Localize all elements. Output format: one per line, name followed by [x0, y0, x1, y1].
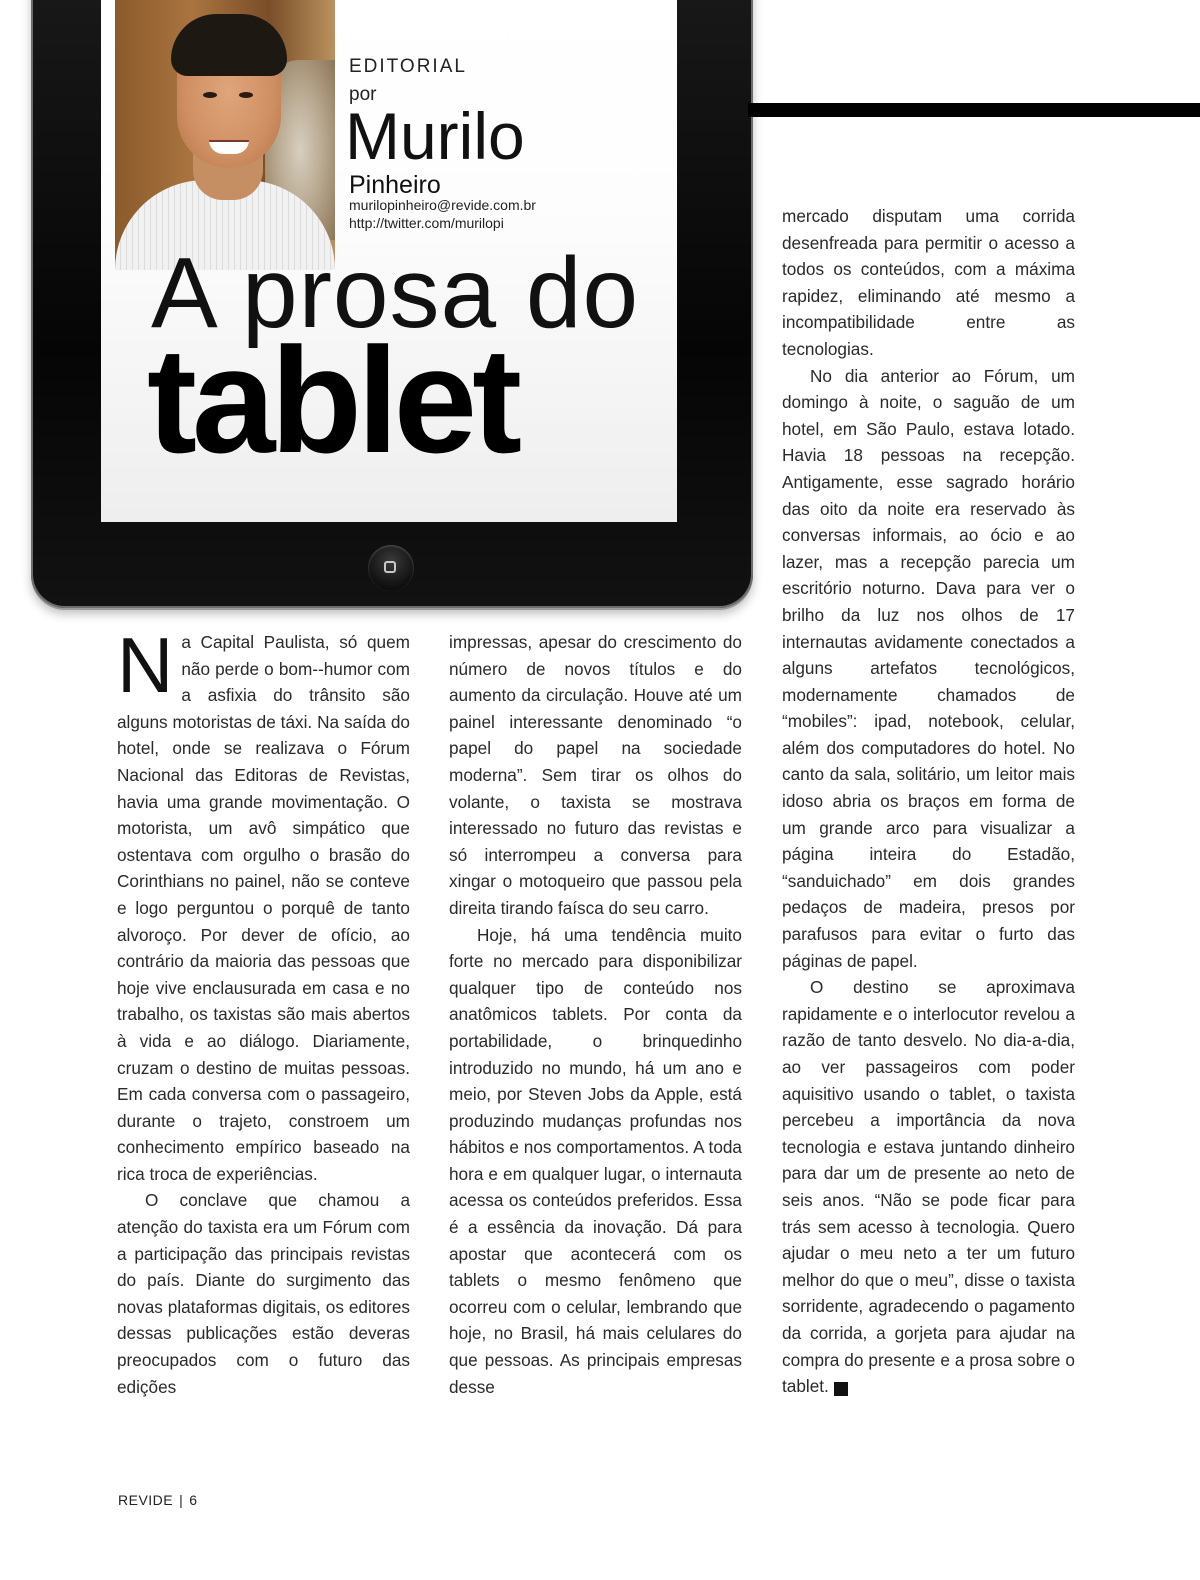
home-button-icon — [368, 545, 414, 591]
tablet-screen — [101, 0, 677, 522]
article-title-line2: tablet — [147, 316, 518, 484]
author-last-name: Pinheiro — [349, 171, 441, 199]
footer-separator: | — [179, 1492, 184, 1508]
paragraph: impressas, apesar do crescimento do número de novos títulos e do aumento da circulação. Houve até um painel interessante denominado “o papel do papel na sociedade moderna”. Sem tirar os olhos do volante, o taxista se mostrava interessado no futuro das revistas e só interrompeu a conversa para xingar o motoqueiro que passou pela direita tirando faísca do seu carro. — [449, 632, 742, 918]
author-twitter-link[interactable]: http://twitter.com/murilopi — [349, 215, 504, 231]
article-column-1 — [117, 621, 410, 1400]
paragraph: O conclave que chamou a atenção do taxista era um Fórum com a participação das principais revistas do país. Diante do surgimento das novas plataformas digitais, os editores dessas publicações estão deveras preocupados com o futuro das edições — [117, 1190, 410, 1397]
author-email-link[interactable]: murilopinheiro@revide.com.br — [349, 197, 536, 213]
paragraph: Na Capital Paulista, só quem não perde o bom--humor com a asfixia do trânsito são alguns motoristas de táxi. Na saída do hotel, onde se realizava o Fórum Nacional das Editoras de Revistas, havia uma grande movimentação. O motorista, um avô simpático que ostentava com orgulho o brasão do Corinthians no painel, não se conteve e logo perguntou o porquê de tanto alvoroço. Por dever de ofício, ao contrário da maioria das pessoas que hoje vive enclausurada em casa e no trabalho, os taxistas são mais abertos à vida e ao diálogo. Diariamente, cruzam o destino de muitas pessoas. Em cada conversa com o passageiro, durante o trajeto, constroem um conhecimento empírico baseado na rica troca de experiências. — [117, 621, 410, 1184]
header-rule — [748, 103, 1200, 117]
page-footer — [118, 1492, 198, 1508]
magazine-name: REVIDE — [118, 1492, 174, 1508]
author-first-name: Murilo — [345, 99, 525, 173]
end-mark-icon: r — [834, 1382, 848, 1396]
article-column-2 — [449, 629, 742, 1400]
author-photo — [115, 0, 335, 270]
article-title-line1: A prosa do — [151, 237, 640, 349]
section-label: EDITORIAL — [349, 56, 467, 77]
paragraph: No dia anterior ao Fórum, um domingo à noite, o saguão de um hotel, em São Paulo, estava lotado. Havia 18 pessoas na recepção. Antigamente, esse sagrado horário das oito da noite era reservado às conversas informais, ao ócio e ao lazer, mas a recepção parecia um escritório noturno. Dava para ver o brilho da luz nos olhos de 17 internautas avidamente conectados a alguns artefatos tecnológicos, modernamente chamados de “mobiles”: ipad, notebook, celular, além dos computadores do hotel. No canto da sala, solitário, um leitor mais idoso abria os braços em forma de um grande arco para visualizar a página inteira do Estadão, “sanduichado” em dois grandes pedaços de madeira, presos por parafusos para evitar o furto das páginas de papel. — [782, 365, 1075, 971]
paragraph: Hoje, há uma tendência muito forte no mercado para disponibilizar qualquer tipo de conteúdo nos anatômicos tablets. Por conta da portabilidade, o brinquedinho introduzido no mundo, há um ano e meio, por Steven Jobs da Apple, está produzindo mudanças profundas nos hábitos e nos comportamentos. A toda hora e em qualquer lugar, o internauta acessa os conteúdos preferidos. Essa é a essência da inovação. Dá para apostar que acontecerá com os tablets o mesmo fenômeno que ocorreu com o celular, lembrando que hoje, no Brasil, há mais celulares do que pessoas. As principais empresas desse — [449, 924, 742, 1397]
by-label: por — [349, 84, 377, 105]
paragraph: O destino se aproximava rapidamente e o interlocutor revelou a razão de tanto desvelo. No dia-a-dia, ao ver passageiros com poder aquisitivo usando o tablet, o taxista percebeu a importância da nova tecnologia e estava juntando dinheiro para dar um de presente ao neto de seis anos. “Não se pode ficar para trás sem acesso à tecnologia. Quero ajudar o meu neto a ter um futuro melhor do que o meu”, disse o taxista sorridente, agradecendo o pagamento da corrida, a gorjeta para ajudar na compra do presente e a prosa sobre o tablet. r — [782, 977, 1075, 1397]
drop-cap: N — [117, 621, 174, 709]
tablet-frame — [31, 0, 753, 608]
paragraph: mercado disputam uma corrida desenfreada para permitir o acesso a todos os conteúdos, com a máxima rapidez, eliminando até mesmo a incompatibilidade entre as tecnologias. — [782, 206, 1075, 359]
article-column-3 — [782, 203, 1075, 1400]
page-number: 6 — [189, 1492, 198, 1508]
